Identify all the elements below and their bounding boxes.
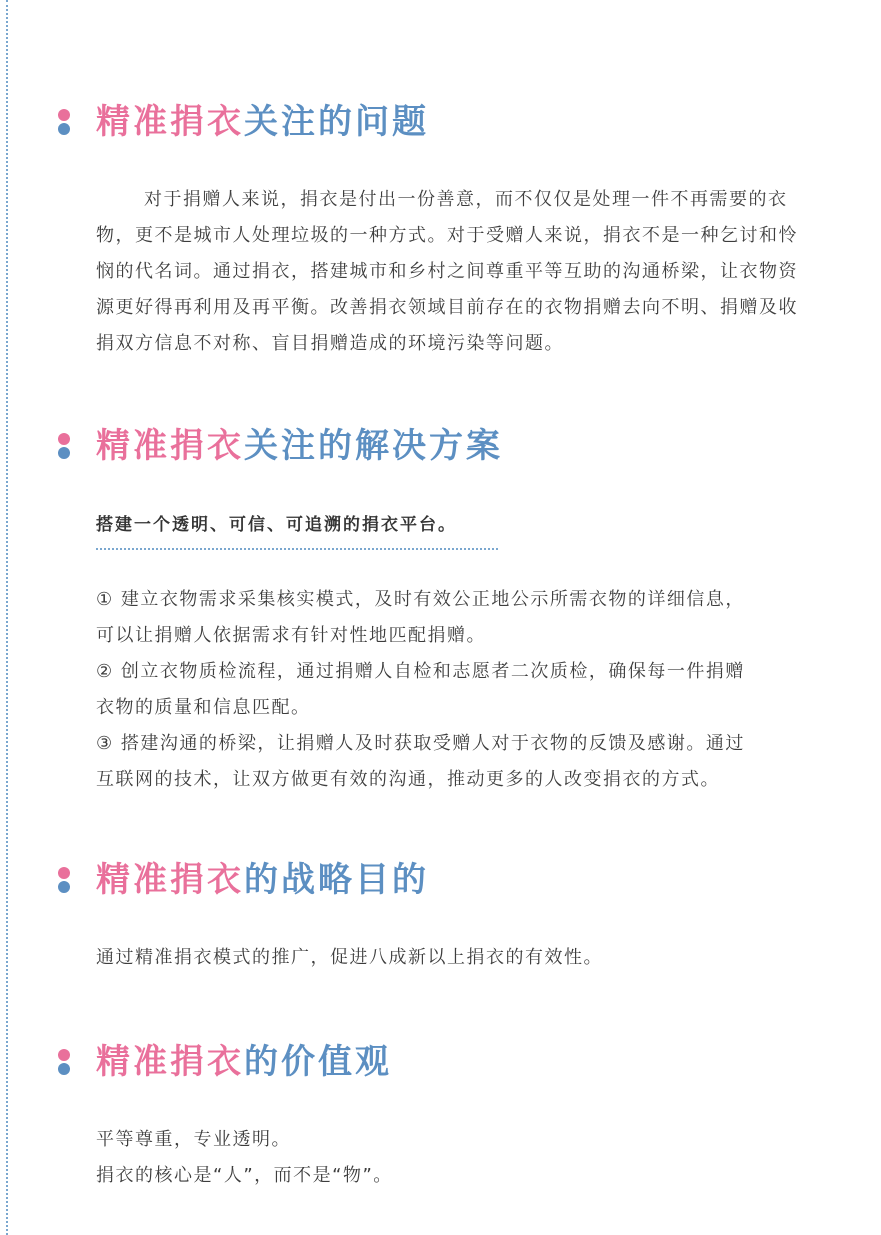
left-dotted-border	[6, 0, 8, 1235]
list-item-line: ③ 搭建沟通的桥梁，让捐赠人及时获取受赠人对于衣物的反馈及感谢。通过	[96, 733, 745, 754]
title-bullet-icon	[58, 432, 72, 460]
paragraph-line: 对于捐赠人来说，捐衣是付出一份善意，而不仅仅是处理一件不再需要的衣	[144, 189, 788, 210]
section-title-values	[58, 1038, 392, 1086]
paragraph-line: 平等尊重，专业透明。	[96, 1129, 291, 1150]
paragraph-line: 捐双方信息不对称、盲目捐赠造成的环境污染等问题。	[96, 333, 564, 354]
blue-dot-icon	[58, 123, 70, 135]
title-blue-part: 关注的问题	[244, 102, 429, 142]
paragraph-line: 物，更不是城市人处理垃圾的一种方式。对于受赠人来说，捐衣不是一种乞讨和怜	[96, 225, 798, 246]
solutions-subheading: 搭建一个透明、可信、可追溯的捐衣平台。	[96, 515, 457, 535]
paragraph-line: 通过精准捐衣模式的推广，促进八成新以上捐衣的有效性。	[96, 947, 603, 968]
title-blue-part: 关注的解决方案	[244, 426, 503, 466]
title-pink-part: 精准捐衣	[96, 102, 244, 142]
section-title-issues	[58, 98, 429, 146]
pink-dot-icon	[58, 1049, 70, 1061]
title-bullet-icon	[58, 1048, 72, 1076]
subheading-dotted-underline	[96, 548, 498, 550]
paragraph-line: 捐衣的核心是“人”，而不是“物”。	[96, 1165, 393, 1186]
list-item-line: 可以让捐赠人依据需求有针对性地匹配捐赠。	[96, 625, 486, 646]
list-item-line: ① 建立衣物需求采集核实模式，及时有效公正地公示所需衣物的详细信息，	[96, 589, 745, 610]
list-item-line: 衣物的质量和信息匹配。	[96, 697, 311, 718]
list-item-line: 互联网的技术，让双方做更有效的沟通，推动更多的人改变捐衣的方式。	[96, 769, 720, 790]
values-paragraph	[96, 1122, 826, 1194]
solutions-list	[96, 582, 826, 798]
pink-dot-icon	[58, 867, 70, 879]
title-bullet-icon	[58, 866, 72, 894]
title-blue-part: 的战略目的	[244, 860, 429, 900]
blue-dot-icon	[58, 881, 70, 893]
pink-dot-icon	[58, 109, 70, 121]
list-item-line: ② 创立衣物质检流程，通过捐赠人自检和志愿者二次质检，确保每一件捐赠	[96, 661, 745, 682]
issues-paragraph	[96, 182, 826, 362]
title-pink-part: 精准捐衣	[96, 860, 244, 900]
section-title-strategy	[58, 856, 429, 904]
blue-dot-icon	[58, 447, 70, 459]
title-bullet-icon	[58, 108, 72, 136]
strategy-paragraph	[96, 940, 826, 976]
title-blue-part: 的价值观	[244, 1042, 392, 1082]
title-pink-part: 精准捐衣	[96, 426, 244, 466]
section-title-solutions	[58, 422, 503, 470]
paragraph-line: 悯的代名词。通过捐衣，搭建城市和乡村之间尊重平等互助的沟通桥梁，让衣物资	[96, 261, 798, 282]
pink-dot-icon	[58, 433, 70, 445]
paragraph-line: 源更好得再利用及再平衡。改善捐衣领域目前存在的衣物捐赠去向不明、捐赠及收	[96, 297, 798, 318]
title-pink-part: 精准捐衣	[96, 1042, 244, 1082]
blue-dot-icon	[58, 1063, 70, 1075]
